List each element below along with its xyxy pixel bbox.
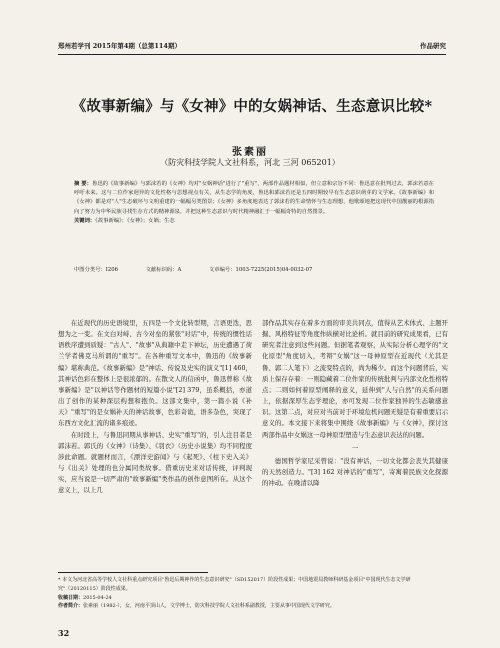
abstract-block <box>74 180 434 226</box>
author-bio-label: 作者简介： <box>58 603 84 610</box>
article-title: 《故事新编》与《女神》中的女娲神话、生态意识比较* <box>71 98 433 115</box>
author-bio: 张素丽（1982-），女，河南平顶山人，文学博士，防灾科技学院人文社科系副教授，主要从事中国现代文学研究。 <box>83 603 335 610</box>
received-date: 2015-04-24 <box>83 594 112 601</box>
article-number: 文章编号：1003-7225(2015)04-0032-07 <box>208 267 313 273</box>
section-label: 作品研究 <box>420 42 446 50</box>
keywords-label: 关键词： <box>74 217 96 224</box>
abstract-paragraph <box>74 180 434 217</box>
classification-line <box>74 266 434 275</box>
received-label: 收稿日期： <box>58 594 84 601</box>
keywords-text: 《故事新编》；《女神》；女娲；生态 <box>95 217 175 224</box>
fund-note: * 本文为河北省高等学校人文社科重点研究项目"鲁迅后期神作的生态意识研究"（SD152017）阶段性成果；中国地震局教师科研基金项目"中国现代生态文学研究"（20120115）阶段性成果。 <box>58 577 411 592</box>
page-number: 32 <box>58 628 70 638</box>
author-note <box>58 602 446 611</box>
abstract-text: 鲁迅的《故事新编》与郭沫若的《女神》均对"女娲神话"进行了"重写"，两部作品题材相似，但立意和宗旨不同：鲁迅意在批判过去，郭沫若意在呼吁未来。这与二位作家迥异的文化性格与思想视点有关，从生态学的角度，鲁迅和郭沫若还是五四时期较早有生态意识萌芽的文学家。《故事新编》和《女神》都是对"人"生态破坏与文明重建的一幅幅另类图景；《女神》多角度地表达了郭沫若的生命情怀与生态理想，他歌颂地把这现代中国靓丽的根源指向了努力为中华民族寻找生存方式的精神源泉，并把这种生态意识与时代精神融汇于一幅幅奇特的自然图景。 <box>74 181 434 215</box>
running-header <box>58 40 446 52</box>
body-column-left <box>58 318 252 497</box>
section-heading: 一 <box>351 443 359 452</box>
author-name: 张素丽 <box>232 147 268 158</box>
body-paragraph: 德国哲学家尼采曾说："没有神话，一切文化都会丧失其健康的天然创造力。"[3] 162 对神话的"重写"，寄寓着民族文化探源的冲动。在晚清以降 <box>262 456 448 488</box>
document-code: 文献标识码：A <box>145 267 182 273</box>
body-column-right <box>262 318 448 489</box>
footnote-rule <box>58 572 208 573</box>
journal-info: 郑州若学刊 2015年第4期（总第114期） <box>58 42 181 50</box>
body-paragraph: 部作品其实存在着多方面的审美共同点，值得从艺术体式、主题开掘、风格特征等角度作纵横对比论析。就目前的研究成果看，已有研究者注意到这些问题。但据笔者观察，从实际分析心理学的"文化原型"角度切入，考辩"女娲"这一母神原型在近现代（尤其是鲁、郭二人笔下）之流变特点的，尚为稀少。而这个问题背后，实质上保存存着：一则隐藏着二位作家的传统批判与内部文化性格特点；二则如何着原型阐释的意义，延伸到"人与自然"的关系问题上，依据深厚生态学理论，亦可发现二位作家独异的生态敏感意识。这第二点，对应对当前对于环境危机问题无疑是有着重要启示意义的。本文接下来将集中围绕《故事新编》与《女神》，探讨这两部作品中女娲这一母神原型塑造与生态意识表达的问题。 <box>262 319 448 439</box>
body-paragraph: 在近现代的历史语境里，五四是一个文化转型期，言语更迭，思想为之一变。在文白对峙、古今对垒的紧张"对话"中，传统的惯性话语秩序遭到质疑："古人"、"故事"从典籍中走下神坛，历史遭遇了荷兰学者佛克马所谓的"重写"。在各种重写文本中，鲁迅的《故事新编》堪称典范。《故事新编》是"神话、传说及史实的演义"[1] 460，其神话色彩在整体上是很浓郁的。在散文人的信函中，鲁迅曾称《故事新编》是"以神话等作题材的短篇小说"[2] 379，虽系概括，亦道出了创作的某种深层构想和抱负。这部文集中，第一篇小说《补天》"重写"的是女娲补天的神话故事，色彩奇诡，语多杂色，突现了东西方文化汇流的诸多痕迹。 <box>58 319 252 428</box>
clc-number: 中图分类号：I206 <box>74 267 118 273</box>
abstract-label: 摘 要： <box>74 181 92 187</box>
footnotes-block <box>58 576 446 611</box>
fund-text: 本文为河北省高等学校人文社科重点研究项目"鲁迅后期神作的生态意识研究"（SD152017）阶段性成果；中国地震局教师科研基金项目"中国现代生态文学研究"（20120115）阶段性成果。 <box>58 577 411 592</box>
body-paragraph: 在时段上，与鲁迅同期从事神话、史实"重写"的，引人注目者是郭沫若。郭氏的《女神》（诗集）、《羽衣》（历史小说集）均不同程度涉此命题。就题材而言，《漂洋史游闻》与《起死》、《柱下史入关》与《出关》处理的也分属同类故事。借重历史来对话传统，评判现实，应当说是一切严肃的"故事新编"类作品的创作意图所在。从这个意义上，以上几 <box>58 430 252 495</box>
header-rule <box>58 54 446 55</box>
received-note <box>58 594 446 603</box>
author-affiliation: （防灾科技学院人文社科系，河北 三河 065201） <box>160 158 340 167</box>
keywords-line <box>74 217 434 226</box>
